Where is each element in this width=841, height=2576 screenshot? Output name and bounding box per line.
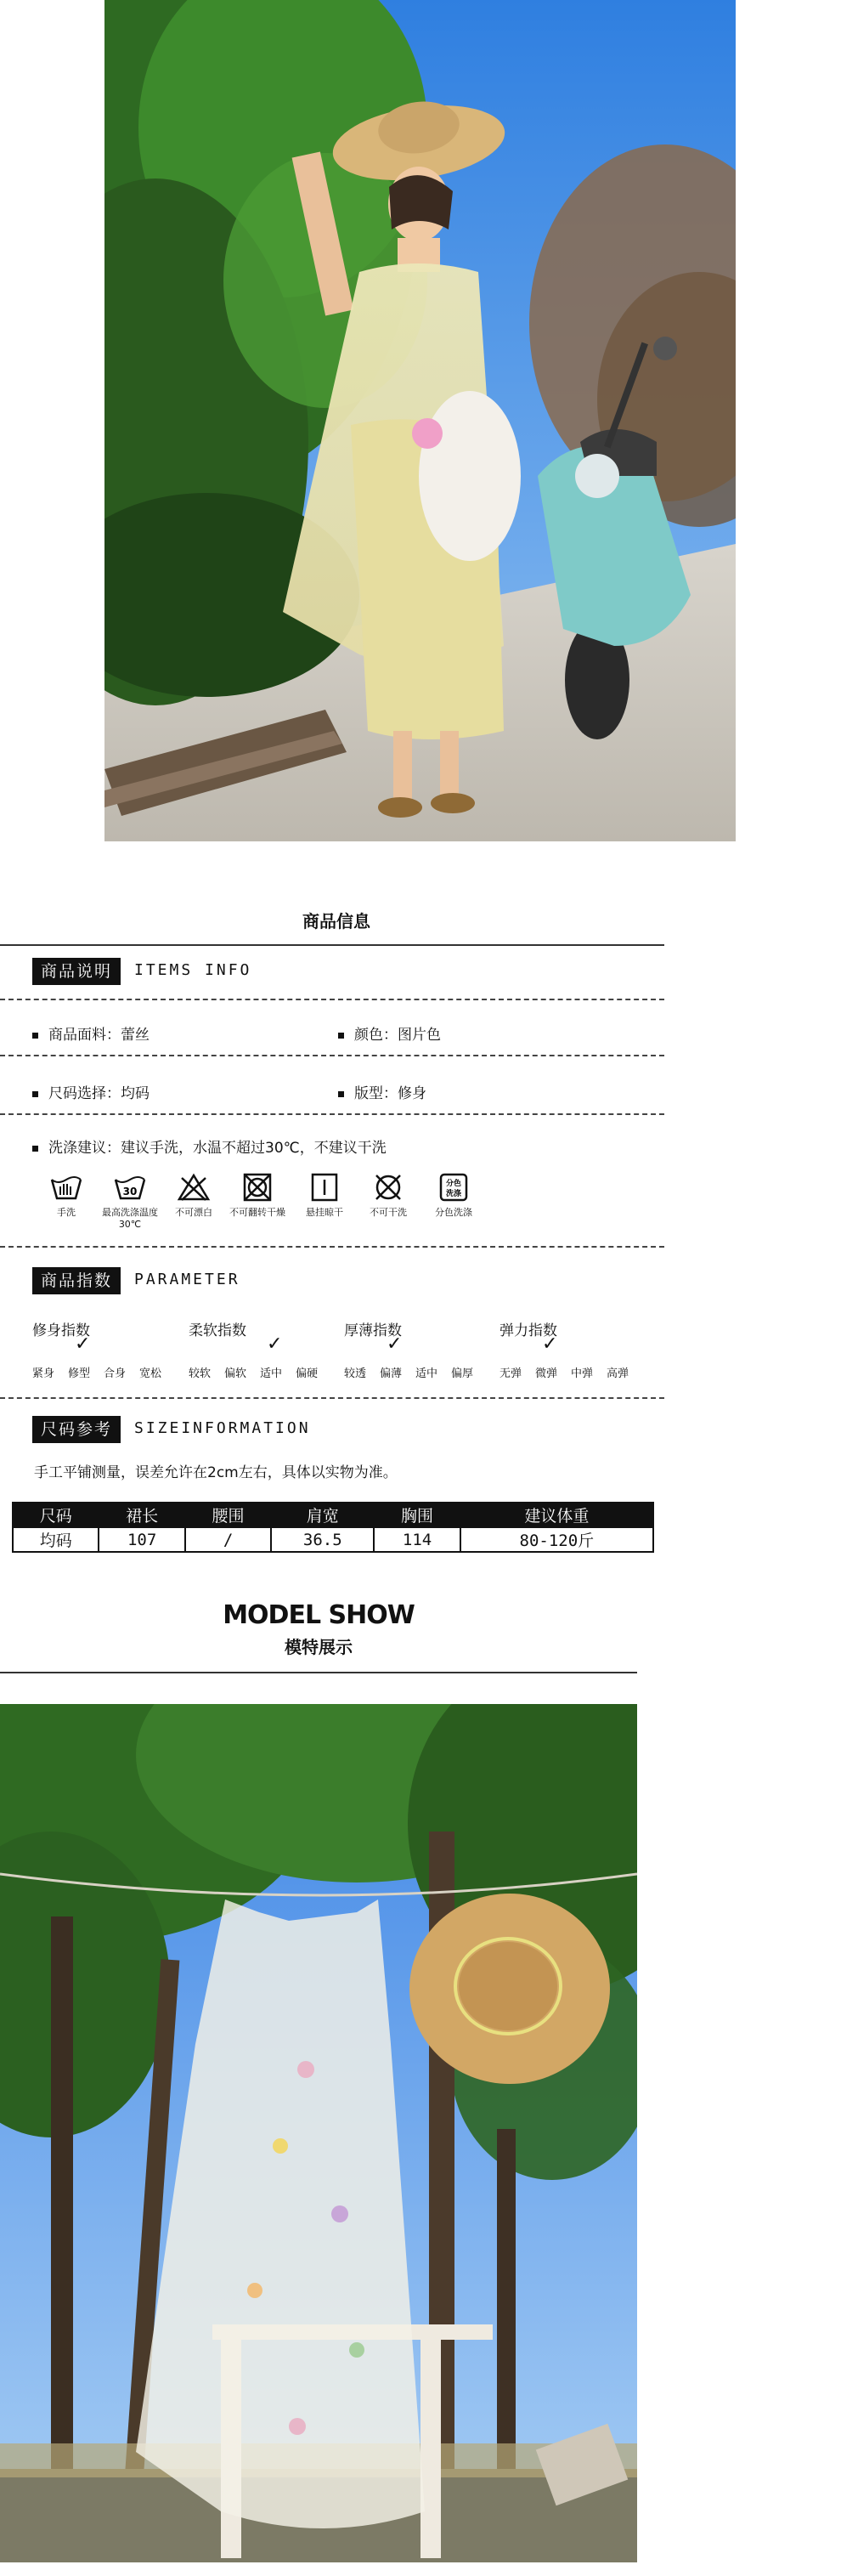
wash-field: 洗涤建议：建议手洗，水温不超过30℃，不建议干洗 [32, 1135, 387, 1157]
parameter-option: 高弹 [607, 1367, 629, 1380]
parameter-title: 柔软指数 [189, 1322, 246, 1339]
size-cell: 均码 [13, 1527, 99, 1552]
parameter-check-icon: ✓ [267, 1333, 283, 1355]
size-table [12, 1502, 654, 1553]
separate-wash-icon [437, 1173, 471, 1202]
size-cell: 36.5 [271, 1527, 374, 1552]
parameter-option: 无弹 [500, 1367, 522, 1380]
parameter-option: 适中 [415, 1367, 438, 1380]
care-item-no-dry-clean: 不可干洗 [352, 1173, 425, 1219]
color-field: 颜色：图片色 [338, 1022, 441, 1044]
care-item-hang-dry: 悬挂晾干 [288, 1173, 361, 1219]
size-cell: / [185, 1527, 271, 1552]
parameter-option: 较软 [189, 1367, 212, 1380]
do-not-bleach-icon [177, 1173, 211, 1202]
hero-photo [104, 0, 736, 841]
size-header-cell: 肩宽 [271, 1503, 374, 1527]
size-table-row [13, 1527, 653, 1552]
size-header-cell: 裙长 [99, 1503, 184, 1527]
divider [0, 1055, 664, 1056]
parameter-tag: 商品指数 [32, 1267, 121, 1294]
parameter-title: 弹力指数 [500, 1322, 557, 1339]
parameter-title: 修身指数 [32, 1322, 90, 1339]
model-show-title: MODEL SHOW [223, 1600, 415, 1630]
parameter-option: 中弹 [571, 1367, 594, 1380]
parameter-option: 适中 [260, 1367, 283, 1380]
size-info-tag-en: SIZEINFORMATION [134, 1419, 311, 1437]
divider [0, 1246, 664, 1248]
do-not-dry-clean-icon [371, 1173, 405, 1202]
model-photo [0, 1704, 637, 2562]
parameter-tag-en: PARAMETER [134, 1271, 240, 1288]
hand-wash-icon [49, 1173, 83, 1202]
divider [0, 1113, 664, 1115]
parameter-option: 偏厚 [451, 1367, 474, 1380]
parameter-option: 合身 [104, 1367, 127, 1380]
parameter-option: 偏硬 [296, 1367, 319, 1380]
size-header-cell: 腰围 [185, 1503, 271, 1527]
hang-dry-icon [308, 1173, 341, 1202]
size-cell: 107 [99, 1527, 184, 1552]
care-item-no-tumble: 不可翻转干燥 [221, 1173, 294, 1219]
parameter-check-icon: ✓ [75, 1333, 91, 1355]
size-header-cell: 尺码 [13, 1503, 99, 1527]
size-info-tag: 尺码参考 [32, 1416, 121, 1443]
model-show-subtitle: 模特展示 [285, 1637, 353, 1657]
size-header-cell: 胸围 [374, 1503, 460, 1527]
svg-text:洗涤: 洗涤 [445, 1190, 462, 1198]
model-show-divider [0, 1672, 637, 1673]
parameter-option: 偏软 [224, 1367, 247, 1380]
size-cell: 80-120斤 [460, 1527, 653, 1552]
parameter-option: 偏薄 [380, 1367, 403, 1380]
parameter-option: 修型 [68, 1367, 91, 1380]
size-note: 手工平铺测量，误差允许在2cm左右，具体以实物为准。 [34, 1464, 398, 1481]
care-item-no-bleach: 不可漂白 [157, 1173, 230, 1219]
divider [0, 1397, 664, 1399]
size-header-cell: 建议体重 [460, 1503, 653, 1527]
svg-text:30: 30 [122, 1186, 138, 1197]
items-info-tag-en: ITEMS INFO [134, 961, 252, 979]
parameter-option: 紧身 [32, 1367, 55, 1380]
svg-text:分色: 分色 [445, 1180, 462, 1188]
size-table-header [13, 1503, 653, 1527]
do-not-tumble-dry-icon [240, 1173, 274, 1202]
divider [0, 999, 664, 1000]
size-field: 尺码选择：均码 [32, 1081, 150, 1102]
parameter-option: 宽松 [139, 1367, 162, 1380]
parameter-option: 较透 [344, 1367, 367, 1380]
care-item-separate-wash: 分色 洗涤 分色洗涤 [417, 1173, 490, 1219]
parameter-check-icon: ✓ [387, 1333, 403, 1355]
care-item-machine-wash-30: 30 最高洗涤温度30℃ [93, 1173, 167, 1231]
hero-photo-illustration [104, 0, 736, 841]
machine-wash-30-icon [113, 1173, 147, 1202]
section-divider [0, 944, 664, 946]
parameter-option: 微弹 [535, 1367, 558, 1380]
fit-field: 版型：修身 [338, 1081, 426, 1102]
items-info-tag: 商品说明 [32, 958, 121, 985]
section-title: 商品信息 [302, 911, 370, 931]
fabric-field: 商品面料：蕾丝 [32, 1022, 150, 1044]
care-item-hand-wash: 手洗 [30, 1173, 103, 1219]
size-cell: 114 [374, 1527, 460, 1552]
parameter-title: 厚薄指数 [344, 1322, 402, 1339]
parameter-check-icon: ✓ [542, 1333, 558, 1355]
model-photo-illustration [0, 1704, 637, 2562]
